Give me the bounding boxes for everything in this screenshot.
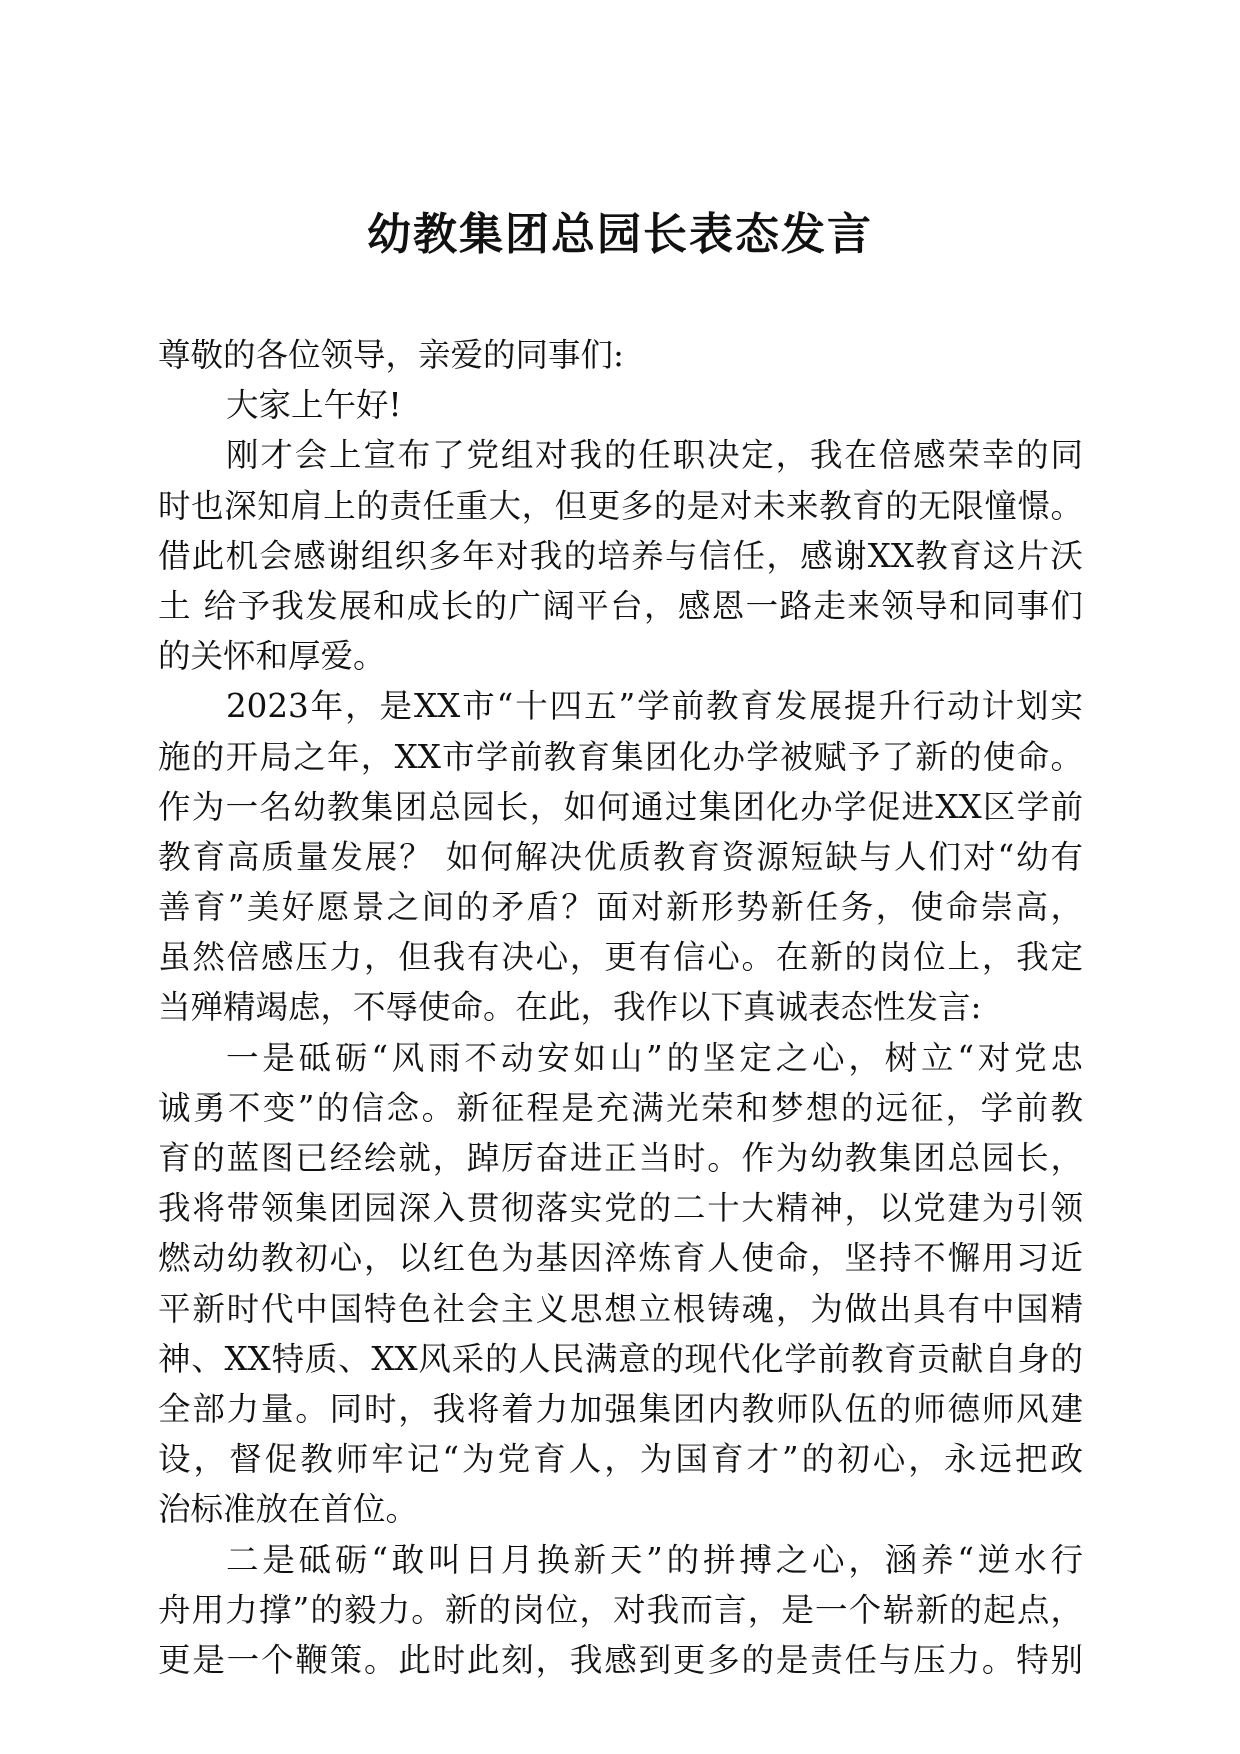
text-line: 诚勇不变”的信念。新征程是充满光荣和梦想的远征，学前教 [158, 1088, 1083, 1127]
text-line: 作为一名幼教集团总园长，如何通过集团化办学促进XX区学前 [158, 787, 1083, 826]
text-line: 我将带领集团园深入贯彻落实党的二十大精神，以党建为引领 [158, 1189, 1083, 1228]
text-line: 神、XX特质、XX风采的人民满意的现代化学前教育贡献自身的 [158, 1339, 1083, 1378]
text-line: 平新时代中国特色社会主义思想立根铸魂，为做出具有中国精 [158, 1289, 1083, 1328]
text-line: 舟用力撑”的毅力。新的岗位，对我而言，是一个崭新的起点， [158, 1590, 1083, 1629]
text-line: 施的开局之年，XX市学前教育集团化办学被赋予了新的使命。 [158, 737, 1083, 776]
text-line: 当殚精竭虑，不辱使命。在此，我作以下真诚表态性发言: [158, 988, 982, 1027]
text-line: 燃动幼教初心，以红色为基因淬炼育人使命，坚持不懈用习近 [158, 1239, 1083, 1278]
text-line: 一是砥砺“风雨不动安如山”的坚定之心，树立“对党忠 [226, 1038, 1083, 1077]
text-line: 善育”美好愿景之间的矛盾？面对新形势新任务，使命崇高， [158, 888, 1083, 927]
text-line: 育的蓝图已经绘就，踔厉奋进正当时。作为幼教集团总园长， [158, 1139, 1083, 1177]
text-line: 土 给予我发展和成长的广阔平台，感恩一路走来领导和同事们 [158, 586, 1083, 625]
text-line: 教育高质量发展？ 如何解决优质教育资源短缺与人们对“幼有 [158, 837, 1083, 876]
text-line: 尊敬的各位领导，亲爱的同事们: [158, 336, 624, 374]
document-title: 幼教集团总园长表态发言 [367, 209, 873, 260]
text-line: 大家上午好! [226, 386, 402, 425]
text-line: 全部力量。同时，我将着力加强集团内教师队伍的师德师风建 [158, 1389, 1083, 1428]
text-line: 借此机会感谢组织多年对我的培养与信任，感谢XX教育这片沃 [158, 536, 1083, 575]
text-line: 治标准放在首位。 [158, 1490, 419, 1529]
document-body [158, 330, 1083, 1685]
text-line: 时也深知肩上的责任重大，但更多的是对未来教育的无限憧憬。 [158, 486, 1083, 525]
text-line: 2023年，是XX市“十四五”学前教育发展提升行动计划实 [226, 687, 1083, 726]
text-line: 刚才会上宣布了党组对我的任职决定，我在倍感荣幸的同 [226, 436, 1083, 475]
text-line: 的关怀和厚爱。 [158, 637, 386, 676]
text-line: 二是砥砺“敢叫日月换新天”的拼搏之心，涵养“逆水行 [226, 1540, 1083, 1579]
text-line: 更是一个鞭策。此时此刻，我感到更多的是责任与压力。特别 [158, 1640, 1083, 1679]
text-line: 虽然倍感压力，但我有决心，更有信心。在新的岗位上，我定 [158, 938, 1083, 977]
text-line: 设，督促教师牢记“为党育人，为国育才”的初心，永远把政 [158, 1440, 1083, 1479]
